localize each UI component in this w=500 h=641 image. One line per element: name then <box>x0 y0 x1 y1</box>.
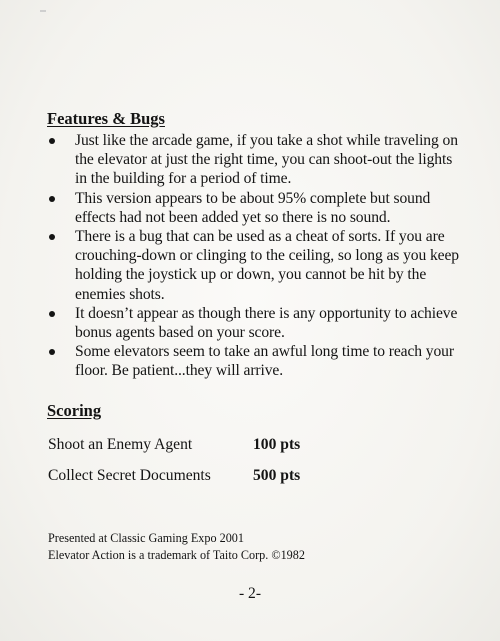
scoring-heading: Scoring <box>47 401 102 420</box>
score-label: Shoot an Enemy Agent <box>48 436 193 453</box>
bullet-item <box>47 227 467 304</box>
features-bullet-list <box>47 131 467 381</box>
bullet-item <box>47 304 467 342</box>
bullet-item <box>47 342 467 380</box>
bullet-icon <box>49 311 55 317</box>
footer-presented-line: Presented at Classic Gaming Expo 2001 <box>48 531 244 545</box>
bullet-icon <box>49 349 55 355</box>
score-label: Collect Secret Documents <box>48 467 211 484</box>
score-points: 100 pts <box>253 436 301 453</box>
bullet-text: It doesn’t appear as though there is any opportunity to achieve bonus agents based on your score. <box>75 304 458 342</box>
scan-artifact <box>40 10 46 12</box>
score-points: 500 pts <box>253 467 301 484</box>
bullet-icon <box>49 234 55 240</box>
bullet-text: Just like the arcade game, if you take a shot while traveling on the elevator at just the right time, you can shoot-out the lights in the building for a period of time. <box>75 132 458 188</box>
bullet-item <box>47 131 467 189</box>
bullet-text: Some elevators seem to take an awful long time to reach your floor. Be patient...they will arrive. <box>75 343 454 380</box>
page-number: - 2- <box>238 585 262 602</box>
bullet-text: There is a bug that can be used as a cheat of sorts. If you are crouching-down or clinging to the ceiling, so long as you keep holding the joystick up or down, you cannot be hit by the enemies shots. <box>75 228 459 303</box>
bullet-item <box>47 189 467 227</box>
bullet-text: This version appears to be about 95% complete but sound effects had not been added yet so there is no sound. <box>75 189 431 226</box>
bullet-icon <box>49 138 55 144</box>
footer-trademark-line: Elevator Action is a trademark of Taito Corp. ©1982 <box>48 548 305 562</box>
bullet-icon <box>49 196 55 202</box>
features-heading: Features & Bugs <box>47 109 165 128</box>
